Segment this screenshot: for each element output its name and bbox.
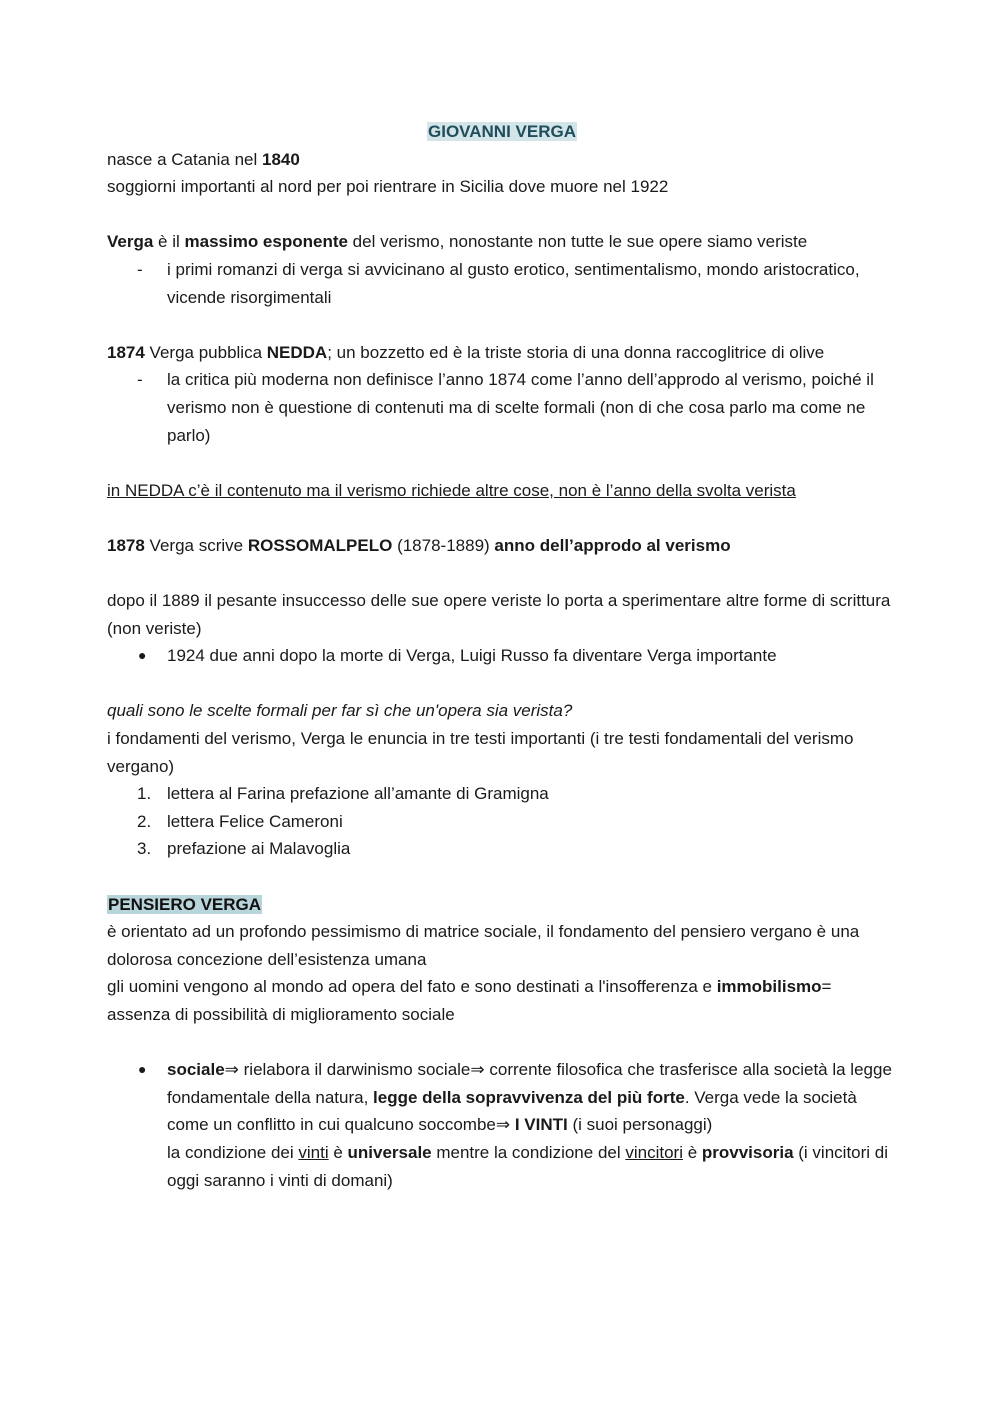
text-fragment: (1878-1889) <box>392 535 495 555</box>
bullet-marker: ● <box>138 647 147 664</box>
text-fragment: è <box>328 1142 348 1162</box>
document-page <box>107 118 897 1194</box>
text-fragment: gli uomini vengono al mondo ad opera del fato e sono destinati a l'insofferenza e <box>107 977 717 997</box>
text-fragment: corrente filosofica che trasferisce alla società la legge fondamentale della natura, <box>167 1060 892 1107</box>
number-marker: 2. <box>137 811 152 831</box>
vinti-underlined: vinti <box>298 1142 329 1162</box>
birth-text: nasce a Catania nel <box>107 149 262 169</box>
list-item <box>107 835 897 863</box>
dopo-line: dopo il 1889 il pesante insuccesso delle sue opere veriste lo porta a sperimentare altre forme di scrittura (non veriste) <box>107 591 891 638</box>
list-item <box>107 1056 897 1194</box>
esponente-line <box>107 228 897 256</box>
universale-bold: universale <box>347 1142 432 1162</box>
bullet-list <box>107 1056 897 1194</box>
list-item-text: i primi romanzi di verga si avvicinano al gusto erotico, sentimentalismo, mondo aristocratico, vicende risorgimentali <box>167 259 860 307</box>
text-fragment: ; un bozzetto ed è la triste storia di una donna raccoglitrice di olive <box>327 342 825 362</box>
underlined-note: in NEDDA c’è il contenuto ma il verismo richiede altre cose, non è l’anno della svolta verista <box>107 480 796 500</box>
number-marker: 3. <box>137 839 152 859</box>
birth-year: 1840 <box>262 149 300 169</box>
list-item <box>107 642 897 670</box>
spacer <box>107 311 897 339</box>
text-fragment: (i vincitori di oggi saranno i vinti di domani) <box>167 1142 889 1190</box>
approdo-bold: anno dell’approdo al verismo <box>494 535 731 555</box>
pensiero-p2 <box>107 973 897 1028</box>
list-item <box>107 256 897 311</box>
i-vinti-bold: I VINTI <box>510 1115 568 1135</box>
list-item-text: la critica più moderna non definisce l’anno 1874 come l’anno dell’approdo al verismo, poiché il verismo non è questione di contenuti ma di scelte formali (non di che cosa parlo ma come ne parlo) <box>167 370 874 445</box>
pensiero-p1: è orientato ad un profondo pessimismo di matrice sociale, il fondamento del pensiero vergano è una dolorosa concezione dell’esistenza umana <box>107 922 860 969</box>
nedda-line <box>107 339 897 367</box>
text-fragment: è <box>682 1142 702 1162</box>
vincitori-underlined: vincitori <box>625 1142 683 1162</box>
dash-list <box>107 256 897 311</box>
rosso-year: 1878 <box>107 535 145 555</box>
legge-bold: legge della sopravvivenza del più forte <box>373 1087 685 1107</box>
title-row <box>107 118 897 146</box>
bullet-list <box>107 642 897 670</box>
spacer <box>107 1029 897 1057</box>
text-fragment: è il <box>153 232 185 252</box>
text-fragment: mentre la condizione del <box>431 1142 626 1162</box>
section-heading: PENSIERO VERGA <box>108 894 262 914</box>
list-item-text: lettera al Farina prefazione all’amante di Gramigna <box>167 784 549 804</box>
spacer <box>107 560 897 588</box>
verga-bold: Verga <box>107 232 154 252</box>
question-line: quali sono le scelte formali per far sì che un'opera sia verista? <box>107 701 573 721</box>
list-item-text <box>167 1060 892 1189</box>
nedda-note <box>107 477 897 505</box>
text-fragment: rielabora il darwinismo sociale <box>238 1060 471 1080</box>
spacer <box>107 449 897 477</box>
page-title: GIOVANNI VERGA <box>428 122 576 141</box>
text-fragment: Verga pubblica <box>144 342 267 362</box>
arrow-icon: ⇒ <box>470 1060 485 1080</box>
dash-marker: - <box>137 259 143 279</box>
sojourns-line: soggiorni importanti al nord per poi rientrare in Sicilia dove muore nel 1922 <box>107 177 669 197</box>
dash-list <box>107 366 897 449</box>
text-fragment: Verga scrive <box>144 535 248 555</box>
arrow-icon: ⇒ <box>495 1115 511 1135</box>
text-fragment: . Verga vede la società come un conflitto in cui qualcuno soccombe <box>167 1087 857 1135</box>
spacer <box>107 504 897 532</box>
arrow-icon: ⇒ <box>224 1060 239 1080</box>
pensiero-heading-row <box>107 891 897 919</box>
dash-marker: - <box>137 370 143 390</box>
bullet-marker: ● <box>138 1061 147 1078</box>
spacer <box>107 670 897 698</box>
numbered-list <box>107 780 897 863</box>
text-fragment: = assenza di possibilità di miglioramento sociale <box>107 977 832 1024</box>
spacer <box>107 863 897 891</box>
birth-line <box>107 146 897 174</box>
text-fragment: del verismo, nonostante non tutte le sue opere siamo veriste <box>347 232 808 252</box>
sociale-bold: sociale <box>167 1060 225 1080</box>
provvisoria-bold: provvisoria <box>701 1142 794 1162</box>
number-marker: 1. <box>137 784 152 804</box>
list-item <box>107 780 897 808</box>
nedda-year: 1874 <box>107 342 145 362</box>
text-fragment: (i suoi personaggi) <box>567 1115 713 1135</box>
text-fragment: la condizione dei <box>167 1142 299 1162</box>
list-item <box>107 808 897 836</box>
list-item-text: lettera Felice Cameroni <box>167 811 343 831</box>
rosso-line <box>107 532 897 560</box>
nedda-title: NEDDA <box>266 342 328 362</box>
rosso-title: ROSSOMALPELO <box>247 535 393 555</box>
fondamenti-line: i fondamenti del verismo, Verga le enuncia in tre testi importanti (i tre testi fondamentali del verismo vergano) <box>107 729 854 776</box>
massimo-esponente: massimo esponente <box>184 232 348 252</box>
list-item-text: prefazione ai Malavoglia <box>167 839 351 859</box>
immobilismo-bold: immobilismo <box>716 977 822 997</box>
list-item-text: 1924 due anni dopo la morte di Verga, Luigi Russo fa diventare Verga importante <box>167 646 777 666</box>
spacer <box>107 201 897 229</box>
list-item <box>107 366 897 449</box>
